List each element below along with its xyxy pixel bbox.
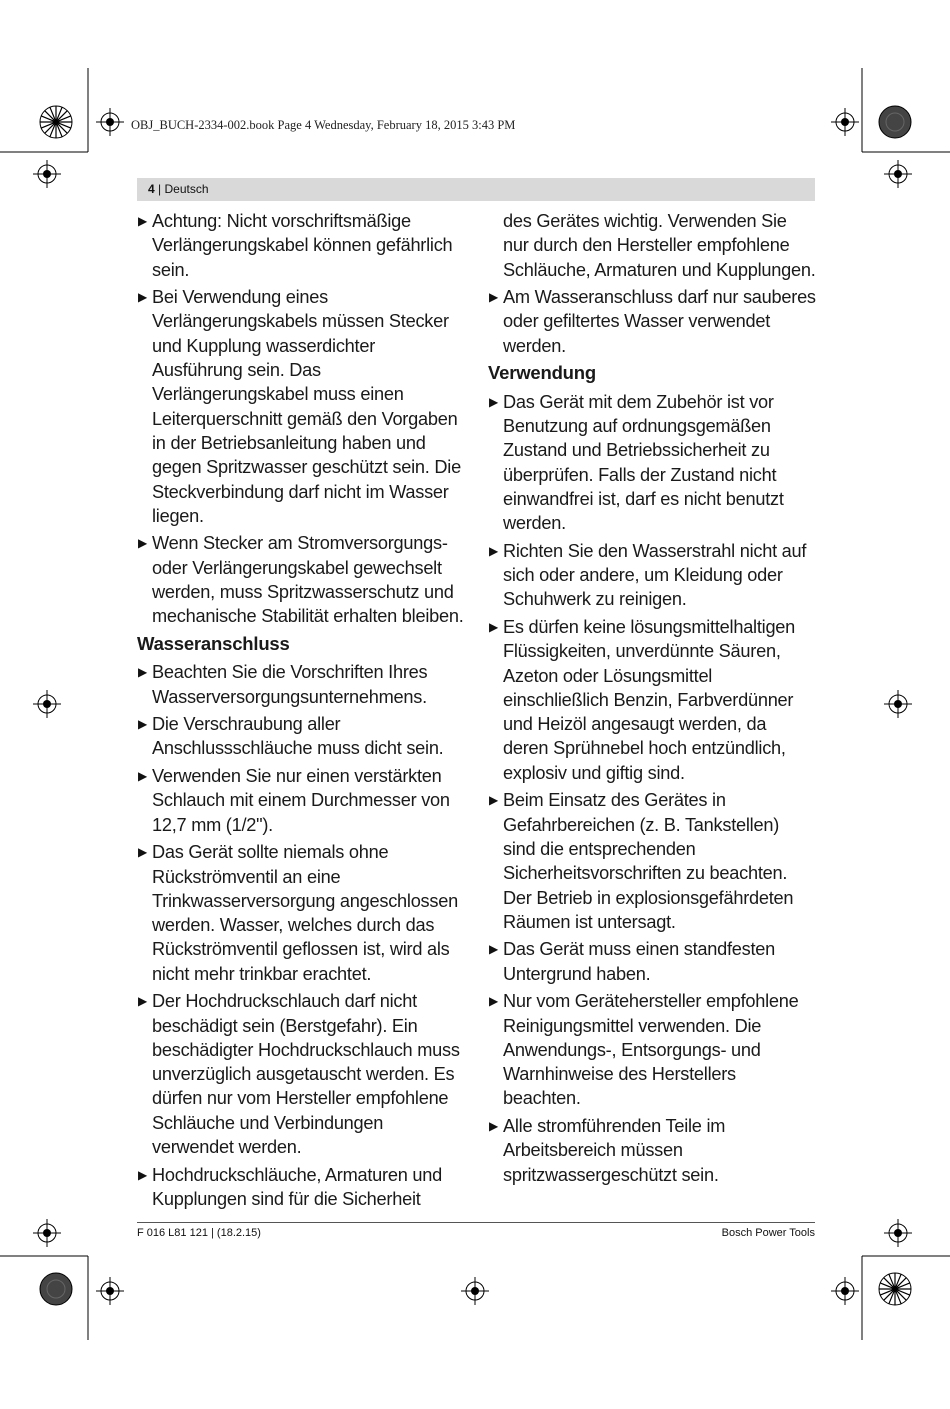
bullet-icon: ▶ — [138, 845, 147, 860]
bullet-icon: ▶ — [489, 543, 498, 558]
crosshair-registration-icon — [884, 1219, 912, 1247]
list-item: ▶ Beachten Sie die Vorschriften Ihres Wasserversorgungsunternehmens. — [138, 662, 428, 707]
crosshair-registration-icon — [831, 108, 859, 136]
list-item: ▶ Beim Einsatz des Gerätes in Gefahrbereichen (z. B. Tankstellen) sind die entsprechenden Sicherheitsvorschriften zu beachten. Der Betrieb in explosionsgefährdeten Räumen ist untersagt. — [489, 790, 794, 932]
bullet-icon: ▶ — [489, 793, 498, 808]
bullet-icon: ▶ — [489, 290, 498, 305]
list-item: ▶ Achtung: Nicht vorschriftsmäßige Verlängerungskabel können gefährlich sein. — [138, 211, 453, 280]
bullet-icon: ▶ — [489, 994, 498, 1009]
sunburst-target-icon — [39, 1272, 73, 1306]
sunburst-target-icon — [39, 105, 73, 139]
list-item: ▶ Nur vom Gerätehersteller empfohlene Reinigungsmittel verwenden. Die Anwendungs-, Entsorgungs- und Warnhinweise des Herstellers beachten. — [489, 991, 799, 1109]
header-language: Deutsch — [164, 182, 209, 196]
footer-brand: Bosch Power Tools — [721, 1227, 815, 1239]
list-item: ▶ Das Gerät mit dem Zubehör ist vor Benutzung auf ordnungsgemäßen Zustand und Betriebssicherheit zu überprüfen. Falls der Zustand nicht einwandfrei ist, darf es nicht benutzt werden. — [489, 391, 784, 534]
bullet-icon: ▶ — [138, 1167, 147, 1182]
bullet-icon: ▶ — [138, 994, 147, 1009]
crosshair-registration-icon — [96, 1277, 124, 1305]
bullet-icon: ▶ — [489, 619, 498, 634]
footer-divider — [137, 1222, 815, 1223]
crosshair-registration-icon — [884, 160, 912, 188]
print-slug: OBJ_BUCH-2334-002.book Page 4 Wednesday, February 18, 2015 3:43 PM — [131, 118, 516, 132]
bullet-icon: ▶ — [138, 536, 147, 551]
list-item: ▶ Das Gerät muss einen standfesten Untergrund haben. — [489, 939, 776, 984]
right-column — [488, 209, 816, 1190]
bullet-icon: ▶ — [138, 214, 147, 228]
list-item: ▶ Richten Sie den Wasserstrahl nicht auf sich oder andere, um Kleidung oder Schuhwerk zu reinigen. — [489, 540, 807, 610]
crosshair-registration-icon — [33, 160, 61, 188]
header-text — [148, 182, 209, 196]
list-item: ▶ Die Verschraubung aller Anschlussschläuche muss dicht sein. — [138, 714, 444, 759]
crosshair-registration-icon — [33, 1219, 61, 1247]
bullet-icon: ▶ — [489, 394, 498, 409]
list-item: ▶ Es dürfen keine lösungsmittelhaltigen Flüssigkeiten, unverdünnte Säuren, Azeton oder Lösungsmittel einschließlich Benzin, Farbverdünner und Heizöl angesaugt werden, da deren Sprühnebel hoch entzündlich, explosiv und giftig sind. — [489, 616, 796, 783]
footer-document-code: F 016 L81 121 | (18.2.15) — [137, 1227, 261, 1239]
bullet-icon: ▶ — [489, 1119, 498, 1134]
list-item: ▶ Alle stromführenden Teile im Arbeitsbereich müssen spritzwassergeschützt sein. — [489, 1116, 726, 1185]
crosshair-registration-icon — [96, 108, 124, 136]
bullet-icon: ▶ — [138, 290, 147, 305]
left-column — [137, 209, 465, 1215]
list-item: ▶ Der Hochdruckschlauch darf nicht beschädigt sein (Berstgefahr). Ein beschädigter Hochdruckschlauch muss unverzüglich ausgetauscht werden. Es dürfen nur vom Hersteller empfohlene Schläuche und Verbindungen verwendet werden. — [138, 991, 460, 1158]
list-item: ▶ Verwenden Sie nur einen verstärkten Schlauch mit einem Durchmesser von 12,7 mm (1/2"). — [138, 766, 450, 835]
bullet-icon: ▶ — [138, 769, 147, 784]
crosshair-registration-icon — [461, 1277, 489, 1305]
section-heading: Verwendung — [488, 362, 596, 384]
bullet-icon: ▶ — [138, 717, 147, 732]
list-item-continuation: des Gerätes wichtig. Verwenden Sie nur durch den Hersteller empfohlene Schläuche, Armaturen und Kupplungen. — [503, 211, 816, 280]
page-header — [137, 178, 815, 201]
sunburst-target-icon — [878, 1272, 912, 1306]
list-item: ▶ Wenn Stecker am Stromversorgungs- oder Verlängerungskabel gewechselt werden, muss Spritzwasserschutz und mechanische Stabilität erhalten bleiben. — [138, 533, 464, 627]
crosshair-registration-icon — [831, 1277, 859, 1305]
header-separator: | — [158, 182, 162, 196]
crosshair-registration-icon — [884, 690, 912, 718]
list-item: ▶ Hochdruckschläuche, Armaturen und Kupplungen sind für die Sicherheit — [138, 1164, 442, 1209]
bullet-icon: ▶ — [138, 665, 147, 680]
bullet-icon: ▶ — [489, 942, 498, 957]
color-target-icon — [878, 105, 912, 139]
page-number: 4 — [148, 182, 155, 196]
crosshair-registration-icon — [33, 690, 61, 718]
list-item: ▶ Am Wasseranschluss darf nur sauberes oder gefiltertes Wasser verwendet werden. — [489, 287, 816, 356]
list-item: ▶ Das Gerät sollte niemals ohne Rückströmventil an eine Trinkwasserversorgung angeschlossen werden. Wasser, welches durch das Rückströmventil geflossen ist, wird als nicht mehr trinkbar erachtet. — [138, 842, 458, 984]
section-heading: Wasseranschluss — [137, 632, 290, 654]
list-item: ▶ Bei Verwendung eines Verlängerungskabels müssen Stecker und Kupplung wasserdichter Ausführung sein. Das Verlängerungskabel muss einen Leiterquerschnitt gemäß den Vorgaben in der Betriebsanleitung haben und gegen Spritzwasser geschützt sein. Die Steckverbindung darf nicht im Wasser liegen. — [138, 287, 461, 526]
